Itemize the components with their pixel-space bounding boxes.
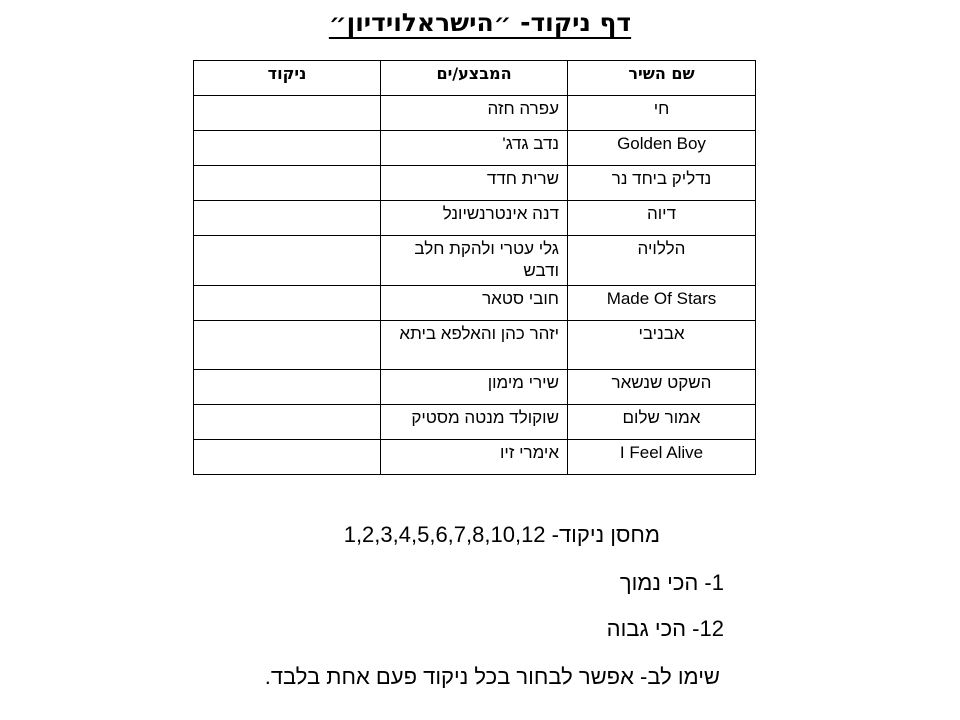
performer-cell: חובי סטאר (381, 286, 568, 321)
song-cell: השקט שנשאר (568, 370, 756, 405)
table-row (194, 370, 756, 405)
performer-cell: אימרי זיו (381, 440, 568, 475)
score-cell[interactable] (194, 321, 381, 370)
score-cell[interactable] (194, 440, 381, 475)
page-title: דף ניקוד- ״הישראלוידיון״ (328, 8, 632, 37)
performer-cell: נדב גדג' (381, 131, 568, 166)
table-row (194, 440, 756, 475)
song-cell: I Feel Alive (568, 440, 756, 475)
table-row (194, 405, 756, 440)
table-row (194, 166, 756, 201)
performer-cell: שוקולד מנטה מסטיק (381, 405, 568, 440)
lowest-score-note: 1- הכי נמוך (619, 570, 724, 595)
attention-note: שימו לב- אפשר לבחור בכל ניקוד פעם אחת בלבד. (264, 664, 720, 689)
performer-cell: שרית חדד (381, 166, 568, 201)
score-table (193, 60, 756, 475)
table-header-row (194, 61, 756, 96)
score-cell[interactable] (194, 166, 381, 201)
column-header-performer: המבצע/ים (381, 61, 568, 96)
score-cell[interactable] (194, 370, 381, 405)
score-cell[interactable] (194, 131, 381, 166)
performer-cell: עפרה חזה (381, 96, 568, 131)
score-cell[interactable] (194, 286, 381, 321)
table-row (194, 96, 756, 131)
table-row (194, 236, 756, 286)
table-row (194, 201, 756, 236)
score-cell[interactable] (194, 236, 381, 286)
highest-score-note: 12- הכי גבוה (606, 616, 724, 641)
song-cell: הללויה (568, 236, 756, 286)
column-header-score: ניקוד (194, 61, 381, 96)
song-cell: דיוה (568, 201, 756, 236)
score-cell[interactable] (194, 201, 381, 236)
song-cell: נדליק ביחד נר (568, 166, 756, 201)
song-cell: אמור שלום (568, 405, 756, 440)
song-cell: אבניבי (568, 321, 756, 370)
song-cell: Golden Boy (568, 131, 756, 166)
performer-cell: גלי עטרי ולהקת חלב ודבש (381, 236, 568, 286)
performer-cell: יזהר כהן והאלפא ביתא (381, 321, 568, 370)
song-cell: חי (568, 96, 756, 131)
score-cell[interactable] (194, 96, 381, 131)
table-row (194, 131, 756, 166)
score-cell[interactable] (194, 405, 381, 440)
table-row (194, 321, 756, 370)
table-row (194, 286, 756, 321)
performer-cell: שירי מימון (381, 370, 568, 405)
performer-cell: דנה אינטרנשיונל (381, 201, 568, 236)
song-cell: Made Of Stars (568, 286, 756, 321)
score-bank-note: מחסן ניקוד- 1,2,3,4,5,6,7,8,10,12 (343, 522, 660, 547)
column-header-song: שם השיר (568, 61, 756, 96)
